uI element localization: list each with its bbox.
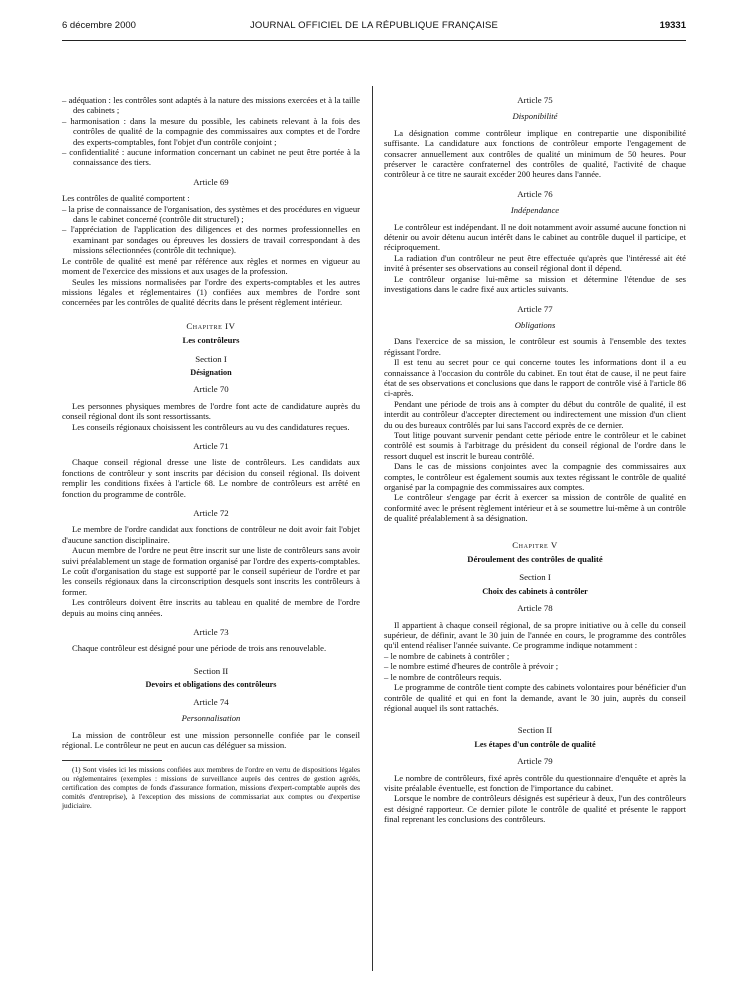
list-item: – l'appréciation de l'application des diligences et des normes professionnelles en examinant par sondages ou épreuves les dossiers de travail correspondant à des missions sélectionnées (contrôle dit technique). <box>73 224 360 255</box>
section-1-label: Section I <box>519 572 551 583</box>
list-item: – harmonisation : dans la mesure du possible, les cabinets relevant à la fois des contrôles de qualité de la compagnie des commissaires aux comptes et de l'ordre des experts-comptables, font l'objet d'un contrôle conjoint ; <box>73 116 360 147</box>
article-74-subtitle: Personnalisation <box>181 713 241 724</box>
article-76-paragraph: Le contrôleur est indépendant. Il ne doit notamment avoir assumé aucune fonction ni détenir ou avoir détenu aucun intérêt dans le cabinet au contrôle duquel il participe, et réciproquement. <box>384 221 686 253</box>
article-71-paragraph: Chaque conseil régional dresse une liste de contrôleurs. Les candidats aux fonctions de contrôleur y sont inscrits par décision du conseil régional. Ils doivent remplir les conditions fixées à l'article 68. Le nombre de contrôleurs est arrêté en fonction du programme de contrôle. <box>62 457 360 499</box>
section-2-label: Section II <box>517 725 553 736</box>
list-item: – le nombre de cabinets à contrôler ; <box>395 651 686 661</box>
article-74-heading: Article 74 <box>193 696 229 707</box>
article-72-paragraph: Le membre de l'ordre candidat aux fonctions de contrôleur ne doit avoir fait l'objet d'aucune sanction disciplinaire. <box>62 524 360 545</box>
article-69-paragraph: Le contrôle de qualité est mené par référence aux règles et normes en vigueur au moment de l'exercice des missions et aux usages de la profession. <box>62 255 360 277</box>
section-2-title: Devoirs et obligations des contrôleurs <box>145 680 277 690</box>
article-73-heading: Article 73 <box>193 627 229 638</box>
article-77-paragraph: Il est tenu au secret pour ce qui concerne toutes les informations dont il a eu connaissance à l'occasion du contrôle du cabinet. En tout état de cause, il ne peut faire état de ses observations et conclusions que dans le rapport de contrôle visé à l'article 86 ci-après. <box>384 357 686 399</box>
article-71-heading: Article 71 <box>193 440 229 451</box>
header-date: 6 décembre 2000 <box>62 20 136 31</box>
list-item: – le nombre estimé d'heures de contrôle à prévoir ; <box>395 661 686 671</box>
footnote: (1) Sont visées ici les missions confiées aux membres de l'ordre en vertu de dispositions légales ou réglementaires (exemples : missions de surveillance auprès des centres de gestion agréés, certification des comptes de fonds d'assurance formation, missions d'expert-comptable auprès des comités d'entreprise), à l'exception des missions de commissariat aux comptes ou d'expertise judiciaire. <box>62 765 360 811</box>
article-77-paragraph: Dans le cas de missions conjointes avec la compagnie des commissaires aux comptes, le contrôleur est également soumis aux textes régissant le contrôle de qualité organisé par la compagnie des commissaires aux comptes. <box>384 461 686 492</box>
chapter-4-label <box>62 321 360 331</box>
article-72-paragraph: Les contrôleurs doivent être inscrits au tableau en qualité de membre de l'ordre depuis au moins cinq années. <box>62 597 360 618</box>
chapter-4-label-text: Chapitre IV <box>186 320 236 331</box>
article-76-paragraph: Le contrôleur organise lui-même sa mission et détermine l'étendue de ses investigations dans le cadre fixé aux articles suivants. <box>384 273 686 295</box>
list-item: – le nombre de contrôleurs requis. <box>395 672 686 682</box>
article-77-paragraph: Tout litige pouvant survenir pendant cette période entre le contrôleur et le cabinet contrôlé est soumis à l'arbitrage du président du conseil régional de l'ordre dans le ressort duquel est inscrit le bureau contrôlé. <box>384 429 686 461</box>
header-rule <box>62 40 686 41</box>
article-69-paragraph: Seules les missions normalisées par l'ordre des experts-comptables et les autres missions légales et réglementaires (1) confiées aux membres de l'ordre sont concernées par les contrôles de qualité décrits dans le présent règlement intérieur. <box>62 276 360 308</box>
chapter-5-label-text: Chapitre V <box>512 539 558 550</box>
article-79-heading: Article 79 <box>517 756 553 767</box>
chapter-4-title: Les contrôleurs <box>182 335 240 346</box>
article-75-subtitle: Disponibilité <box>512 111 558 122</box>
article-77-paragraph: Dans l'exercice de sa mission, le contrôleur est soumis à l'ensemble des textes régissant l'ordre. <box>384 336 686 357</box>
article-70-heading: Article 70 <box>193 384 229 395</box>
article-79-paragraph: Le nombre de contrôleurs, fixé après contrôle du questionnaire d'enquête et après la visite préalable éventuelle, est fonction de l'importance du cabinet. <box>384 772 686 793</box>
column-divider <box>372 86 373 971</box>
list-item: – adéquation : les contrôles sont adaptés à la nature des missions exercées et à la taille des cabinets ; <box>73 95 360 116</box>
section-1-title: Choix des cabinets à contrôler <box>482 586 588 596</box>
list-item: – confidentialité : aucune information concernant un cabinet ne peut être portée à la connaissance des tiers. <box>73 147 360 168</box>
article-75-paragraph: La désignation comme contrôleur implique en contrepartie une disponibilité suffisante. La candidature aux fonctions de contrôleur emporte l'engagement de consacrer annuellement aux contrôles de qualité un minimum de 50 heures. Pour préserver le caractère confraternel des contrôles de qualité, l'activité de chaque contrôleur à ce titre ne saurait excéder 200 heures dans l'année. <box>384 127 686 180</box>
article-76-subtitle: Indépendance <box>510 205 560 216</box>
section-1-label: Section I <box>195 353 227 364</box>
article-75-heading: Article 75 <box>517 95 553 105</box>
page-header <box>62 20 686 38</box>
article-77-heading: Article 77 <box>517 303 553 314</box>
section-2-label: Section II <box>193 665 229 676</box>
article-79-paragraph: Lorsque le nombre de contrôleurs désignés est supérieur à deux, l'un des contrôleurs est désigné rapporteur. Ce dernier pilote le contrôle de qualité et présente le rapport final reprenant les conclusions des contrôleurs. <box>384 793 686 825</box>
article-73-paragraph: Chaque contrôleur est désigné pour une période de trois ans renouvelable. <box>72 643 327 654</box>
article-74-paragraph: La mission de contrôleur est une mission personnelle confiée par le conseil régional. Le contrôleur ne peut en aucun cas déléguer sa mission. <box>62 729 360 750</box>
article-77-paragraph: Pendant une période de trois ans à compter du début du contrôle de qualité, il est interdit au contrôleur d'accepter directement ou indirectement une mission d'un client du ou des bureaux contrôlés par lui sans l'accord exprès de ce dernier. <box>384 398 686 430</box>
article-72-heading: Article 72 <box>193 508 229 518</box>
article-78-heading: Article 78 <box>517 603 553 614</box>
article-72-paragraph: Aucun membre de l'ordre ne peut être inscrit sur une liste de contrôleurs sans avoir suivi préalablement un stage de formation organisé par l'ordre des experts-comptables. Le coût d'organisation du stage est supporté par le conseil supérieur de l'ordre et par les conseils régionaux dans la circonscription desquels sont inscrits les contrôleurs à former. <box>62 545 360 597</box>
article-78-paragraph: Il appartient à chaque conseil régional, de sa propre initiative ou à celle du conseil supérieur, de définir, avant le 30 juin de l'année en cours, le programme des contrôles qu'il entend réaliser l'année suivante. Ce programme indique notamment : <box>384 619 686 651</box>
footnote-rule <box>62 760 162 761</box>
article-76-paragraph: La radiation d'un contrôleur ne peut être effectuée qu'après que l'intéressé ait été invité à présenter ses observations au conseil régional dont il dépend. <box>384 252 686 274</box>
chapter-5-title: Déroulement des contrôles de qualité <box>467 554 603 565</box>
article-77-subtitle: Obligations <box>514 319 556 330</box>
article-76-heading: Article 76 <box>517 188 553 199</box>
article-70-paragraph: Les conseils régionaux choisissent les contrôleurs au vu des candidatures reçues. <box>72 421 350 432</box>
right-column <box>384 95 686 825</box>
article-77-paragraph: Le contrôleur s'engage par écrit à exercer sa mission de contrôle de qualité en conformité avec le présent règlement intérieur et à se soumettre lui-même à un contrôle de qualité préalablement à sa désignation. <box>384 492 686 524</box>
chapter-5-label <box>384 540 686 550</box>
article-69-intro: Les contrôles de qualité comportent : <box>62 193 190 204</box>
article-78-paragraph: Le programme de contrôle tient compte des cabinets volontaires pour bénéficier d'un contrôle de qualité et qui en font la demande, avant le 30 juin, auprès du conseil régional auquel ils sont rattachés. <box>384 682 686 713</box>
header-journal-title: JOURNAL OFFICIEL DE LA RÉPUBLIQUE FRANÇAISE <box>249 20 499 31</box>
article-70-paragraph: Les personnes physiques membres de l'ordre font acte de candidature auprès du conseil régional dont ils sont ressortissants. <box>62 400 360 422</box>
left-column <box>62 95 360 810</box>
section-1-title: Désignation <box>190 367 232 377</box>
article-69-heading: Article 69 <box>193 176 229 187</box>
section-2-title: Les étapes d'un contrôle de qualité <box>474 739 596 749</box>
header-page-number: 19331 <box>659 20 686 31</box>
list-item: – la prise de connaissance de l'organisation, des systèmes et des procédures en vigueur dans le cabinet concerné (contrôle dit structurel) ; <box>73 204 360 225</box>
